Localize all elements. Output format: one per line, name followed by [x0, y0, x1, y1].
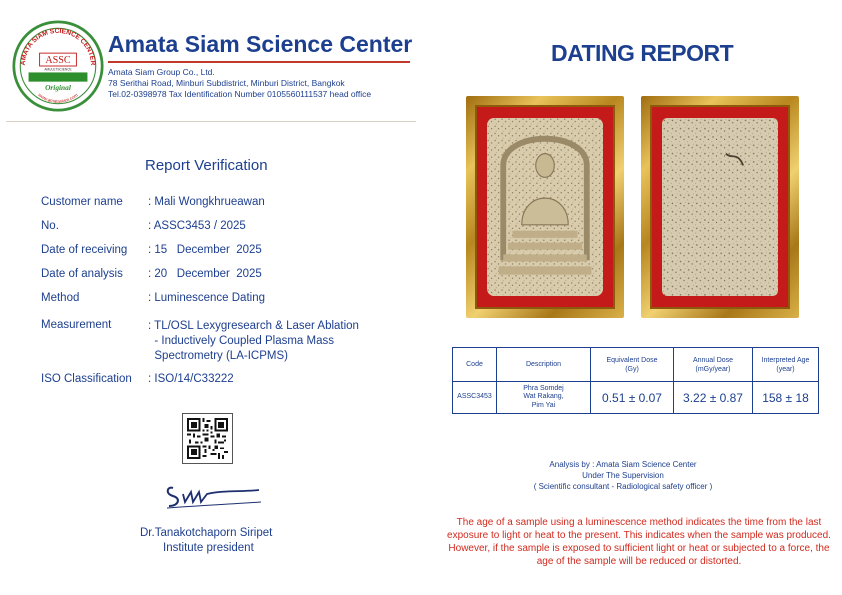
seal-small-text: AMULETSCIENCE — [44, 67, 72, 72]
signer-role: Institute president — [163, 542, 254, 554]
amulet-back-photo — [641, 96, 799, 318]
cell-interpreted-age: 158 ± 18 — [753, 382, 819, 414]
header-annual-dose: Annual Dose (mGy/year) — [674, 348, 753, 382]
header-code: Code — [453, 348, 497, 382]
field-value: : Mali Wongkhrueawan — [148, 196, 265, 208]
table-row — [453, 382, 819, 414]
header-equivalent-dose: Equivalent Dose (Gy) — [591, 348, 674, 382]
header-description: Description — [497, 348, 591, 382]
header-divider — [6, 121, 416, 122]
header-interpreted-age: Interpreted Age (year) — [753, 348, 819, 382]
field-label: No. — [41, 220, 59, 232]
field-label: Date of analysis — [41, 268, 123, 280]
field-label: Measurement — [41, 319, 112, 331]
field-label: ISO Classification — [41, 373, 132, 385]
seal-bottom-text: www.amatasiam.com — [37, 92, 79, 104]
cell-code: ASSC3453 — [453, 382, 497, 414]
amulet-back-image — [662, 118, 778, 296]
analysis-line: Analysis by : Amata Siam Science Center — [549, 460, 697, 469]
qr-code-icon — [187, 418, 228, 459]
table-header-row — [453, 348, 819, 382]
org-address: 78 Serithai Road, Minburi Subdistrict, Minburi District, Bangkok — [108, 78, 345, 88]
field-value: : Luminescence Dating — [148, 292, 265, 304]
qr-code[interactable] — [182, 413, 233, 464]
org-rule — [108, 61, 410, 63]
seal-top-text: AMATA SIAM SCIENCE CENTER — [19, 27, 97, 66]
field-label: Method — [41, 292, 80, 304]
measurement-line: : TL/OSL Lexygresearch & Laser Ablation — [148, 320, 359, 332]
field-value-multiline — [148, 319, 359, 364]
field-value: : 20 December 2025 — [148, 268, 262, 280]
signer-name: Dr.Tanakotchaporn Siripet — [140, 527, 273, 539]
cell-annual-dose: 3.22 ± 0.87 — [674, 382, 753, 414]
analysis-line: ( Scientific consultant - Radiological safety officer ) — [533, 482, 713, 491]
seal-abbr: ASSC — [45, 55, 71, 67]
report-title: DATING REPORT — [551, 40, 734, 66]
dating-results-table — [452, 347, 819, 414]
amulet-front-image — [487, 118, 603, 296]
disclaimer-text: The age of a sample using a luminescence method indicates the time from the last exposure to light or heat to the present. This indicates when the sample was produced. However, if the sample is exposed to sufficient light or heat or subjected to a force, the age of the sample will be reduced or distorted. — [447, 517, 831, 567]
org-name: Amata Siam Science Center — [108, 31, 413, 57]
seal-script-text: Original — [45, 82, 71, 92]
org-contact-block — [108, 67, 371, 100]
measurement-line: Spectrometry (LA-ICPMS) — [148, 350, 288, 362]
cell-equivalent-dose: 0.51 ± 0.07 — [591, 382, 674, 414]
field-value: : ISO/14/C33222 — [148, 373, 234, 385]
amata-siam-seal-logo — [12, 20, 104, 112]
field-value: : 15 December 2025 — [148, 244, 262, 256]
field-label: Date of receiving — [41, 244, 128, 256]
amulet-front-photo — [466, 96, 624, 318]
verification-title: Report Verification — [145, 157, 268, 174]
field-value: : ASSC3453 / 2025 — [148, 220, 246, 232]
field-label: Customer name — [41, 196, 123, 208]
analysis-line: Under The Supervision — [582, 471, 664, 480]
analysis-note — [478, 459, 768, 492]
org-contact: Tel.02-0398978 Tax Identification Number 0105560111537 head office — [108, 89, 372, 99]
cell-description: Phra Somdej Wat Rakang, Pim Yai — [497, 382, 591, 414]
signature-graphic — [163, 480, 263, 512]
org-group: Amata Siam Group Co., Ltd. — [108, 67, 215, 77]
measurement-line: - Inductively Coupled Plasma Mass — [148, 335, 334, 347]
